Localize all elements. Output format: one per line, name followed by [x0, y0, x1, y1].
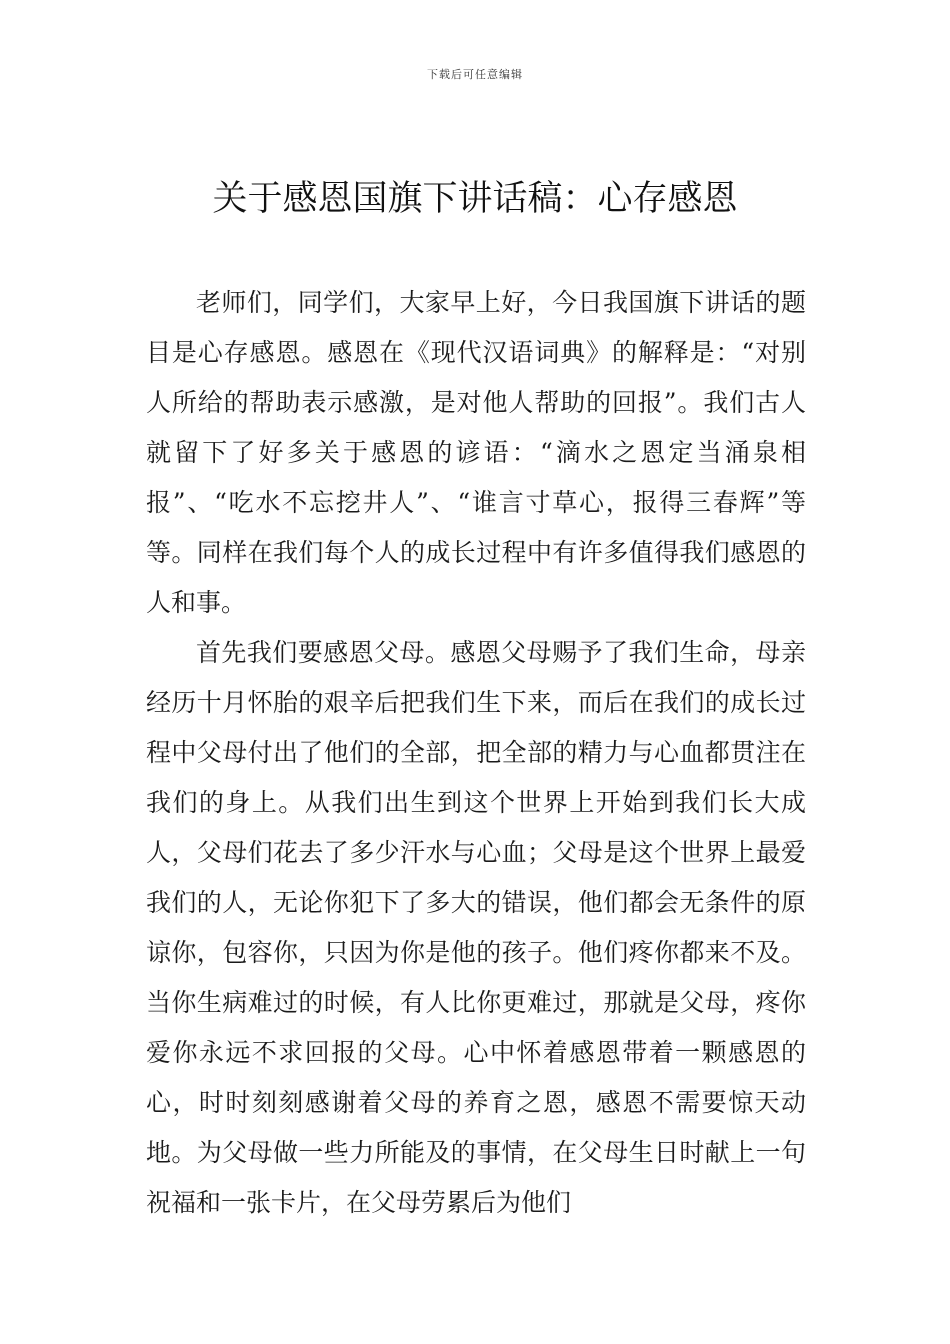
paragraph-2: 首先我们要感恩父母。感恩父母赐予了我们生命，母亲经历十月怀胎的艰辛后把我们生下来，而后在我们的成长过程中父母付出了他们的全部，把全部的精力与心血都贯注在我们的身上。从我们出生到这个世界上开始到我们长大成人，父母们花去了多少汗水与心血；父母是这个世界上最爱我们的人，无论你犯下了多大的错误，他们都会无条件的原谅你，包容你，只因为你是他的孩子。他们疼你都来不及。当你生病难过的时候，有人比你更难过，那就是父母，疼你爱你永远不求回报的父母。心中怀着感恩带着一颗感恩的心，时时刻刻感谢着父母的养育之恩，感恩不需要惊天动地。为父母做一些力所能及的事情，在父母生日时献上一句祝福和一张卡片，在父母劳累后为他们	[146, 638, 806, 1217]
paragraph-1: 老师们，同学们，大家早上好，今日我国旗下讲话的题目是心存感恩。感恩在《现代汉语词典》的解释是：“对别人所给的帮助表示感激，是对他人帮助的回报”。我们古人就留下了好多关于感恩的谚语：“滴水之恩定当涌泉相报”、“吃水不忘挖井人”、“谁言寸草心，报得三春辉”等等。同样在我们每个人的成长过程中有许多值得我们感恩的人和事。	[146, 288, 806, 617]
document-body	[146, 278, 806, 1228]
document-title: 关于感恩国旗下讲话稿：心存感恩	[212, 179, 738, 219]
header-note: 下载后可任意编辑	[427, 68, 523, 81]
